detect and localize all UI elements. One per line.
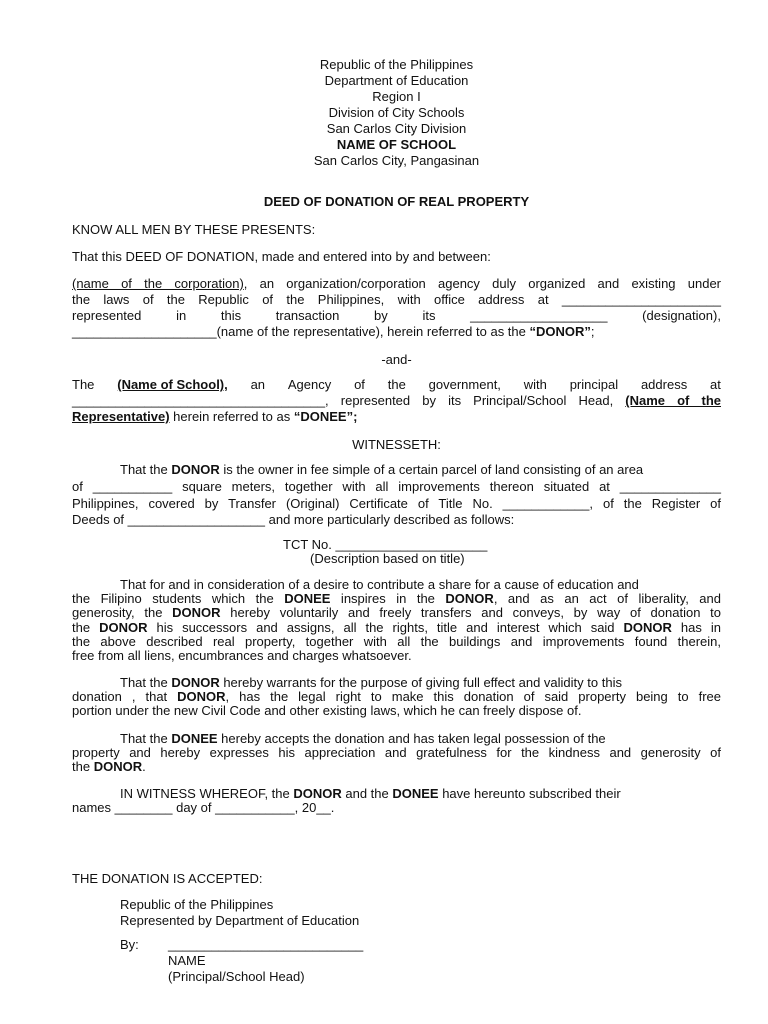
signature-row (120, 937, 364, 953)
cons-l6: free from all liens, encumbrances and charges whatsoever. (72, 648, 412, 664)
donee-label: “DONEE”; (293, 409, 358, 424)
war-l1a: That the (120, 675, 172, 690)
acc-l3a: the (72, 759, 94, 775)
war-l1c: hereby warrants for the purpose of giving full effect and validity to this (219, 675, 622, 690)
cons-l5: the above described real property, together with all the buildings and improvements found therein, (72, 633, 721, 649)
land-l4: Deeds of ___________________ and more particularly described as follows: (72, 512, 515, 527)
cons-l2-donee: DONEE (284, 591, 331, 607)
donor-label: “DONOR” (529, 324, 591, 339)
donee-line1-word: with (523, 377, 547, 392)
header-department: Department of Education (324, 73, 469, 88)
donor-line4-text: ____________________(name of the representative), herein referred to as the (72, 324, 530, 339)
cons-l3a: generosity, the (72, 605, 173, 621)
intro-know-all: KNOW ALL MEN BY THESE PRESENTS: (72, 222, 316, 237)
signature-line: ___________________________ (168, 937, 364, 952)
land-l1-donor: DONOR (171, 462, 220, 477)
donee-line3-text: herein referred to as (169, 409, 294, 424)
donor-line3-word: (designation), (642, 308, 721, 323)
header-city-division: San Carlos City Division (326, 121, 467, 136)
land-l1a: That the (120, 462, 172, 477)
signatory-name: NAME (168, 953, 206, 968)
header-division: Division of City Schools (328, 105, 465, 120)
acc-l3c: . (142, 759, 146, 775)
cons-l4-donor2: DONOR (623, 619, 672, 635)
signatory-block (120, 897, 364, 985)
donee-line1-word: an (250, 377, 266, 392)
cons-l4e: has in (671, 619, 721, 635)
donee-line1-word: address (640, 377, 688, 392)
tct-number-line: TCT No. _____________________ (283, 537, 488, 552)
cons-l1: That for and in consideration of a desire to contribute a share for a cause of education and (120, 577, 639, 592)
donor-line3-word: represented (72, 308, 142, 323)
donor-line2: the laws of the Republic of the Philippines, with office address at ______________________ (72, 292, 721, 307)
donee-line1-word: of (354, 377, 365, 392)
land-l2: of ___________ square meters, together with all improvements thereon situated at ______________ (72, 479, 721, 494)
acc-l2: property and hereby expresses his appreciation and gratefulness for the kindness and generosity of (72, 745, 721, 761)
donor-line3-word: by (374, 308, 388, 323)
tct-description: (Description based on title) (310, 551, 465, 566)
donee-line1-word: government, (428, 377, 501, 392)
header-school-name: NAME OF SCHOOL (336, 137, 457, 152)
witness-paragraph (72, 787, 721, 815)
war-l3: portion under the new Civil Code and other existing laws, which he can freely dispose of. (72, 703, 582, 719)
war-l2a: donation , that (72, 689, 178, 705)
war-l1-donor: DONOR (171, 675, 220, 690)
donee-line1 (72, 377, 721, 393)
donor-line3-word: in (176, 308, 187, 323)
donee-line1-word: at (710, 377, 721, 392)
warrant-paragraph (72, 676, 721, 719)
donee-line1-word: The (72, 377, 95, 392)
donor-line3-word: ___________________ (470, 308, 608, 323)
document-title: DEED OF DONATION OF REAL PROPERTY (263, 194, 530, 209)
wit-l1c: and the (341, 786, 393, 801)
donor-line4-end: ; (590, 324, 595, 339)
wit-l1e: have hereunto subscribed their (438, 786, 621, 801)
witnesseth-heading: WITNESSETH: (352, 437, 441, 452)
donor-line3-word: its (422, 308, 436, 323)
cons-l4c: his successors and assigns, all the rights, title and interest which said (147, 619, 624, 635)
letterhead (72, 57, 721, 169)
acc-l1-donee: DONEE (171, 731, 218, 746)
cons-l2a: the Filipino students which the (72, 591, 285, 607)
wit-l1-donee: DONEE (392, 786, 439, 801)
signatory-republic: Republic of the Philippines (120, 897, 274, 912)
header-republic: Republic of the Philippines (319, 57, 474, 72)
donee-line3 (72, 409, 721, 425)
cons-l2e: , and as an act of liberality, and (493, 591, 721, 607)
cons-l3c: hereby voluntarily and freely transfers and conveys, by way of donation to (220, 605, 721, 621)
header-city: San Carlos City, Pangasinan (313, 153, 480, 168)
donee-line1-word: (Name of School), (117, 377, 228, 392)
wit-l1a: IN WITNESS WHEREOF, the (120, 786, 294, 801)
cons-l4a: the (72, 619, 100, 635)
signatory-title: (Principal/School Head) (168, 969, 305, 984)
cons-l2-donor: DONOR (445, 591, 494, 607)
donee-line2 (72, 393, 721, 409)
land-paragraph (72, 462, 721, 528)
donee-paragraph (72, 377, 721, 425)
land-l3: Philippines, covered by Transfer (Original) Certificate of Title No. ____________, of the Register of (72, 496, 721, 511)
donor-line1: , an organization/corporation agency duly organized and existing under (243, 276, 721, 291)
war-l2c: , has the legal right to make this donation of said property being to free (225, 689, 721, 705)
representative-name-part2: Representative) (72, 409, 170, 424)
war-l2-donor: DONOR (177, 689, 226, 705)
acc-l1c: hereby accepts the donation and has taken legal possession of the (217, 731, 606, 746)
consideration-paragraph (72, 578, 721, 663)
cons-l2c: inspires in the (330, 591, 446, 607)
donee-line1-word: the (387, 377, 406, 392)
and-separator: -and- (381, 352, 412, 367)
donation-accepted-heading: THE DONATION IS ACCEPTED: (72, 871, 263, 886)
wit-l2: names ________ day of ___________, 20__. (72, 800, 335, 816)
donee-line1-word: principal (569, 377, 619, 392)
land-l1c: is the owner in fee simple of a certain parcel of land consisting of an area (219, 462, 644, 477)
representative-name-part1: (Name of the (625, 393, 721, 408)
donor-line4 (72, 324, 721, 340)
acceptance-paragraph (72, 732, 721, 775)
header-region: Region I (372, 89, 421, 104)
donor-line3 (72, 308, 721, 324)
donor-line3-word: transaction (275, 308, 340, 323)
by-label: By: (120, 937, 139, 952)
corporation-name-placeholder: (name of the corporation) (72, 276, 244, 291)
cons-l3-donor: DONOR (172, 605, 221, 621)
intro-deed: That this DEED OF DONATION, made and entered into by and between: (72, 249, 491, 264)
donee-line1-word: Agency (287, 377, 332, 392)
wit-l1-donor: DONOR (293, 786, 342, 801)
signatory-department: Represented by Department of Education (120, 913, 360, 928)
acc-l1a: That the (120, 731, 172, 746)
cons-l4-donor: DONOR (99, 619, 148, 635)
donor-paragraph (72, 276, 721, 340)
donor-line3-word: this (220, 308, 242, 323)
acc-l3-donor: DONOR (93, 759, 143, 775)
donee-line2-text: ___________________________________, represented by its Principal/School Head, (72, 393, 626, 408)
